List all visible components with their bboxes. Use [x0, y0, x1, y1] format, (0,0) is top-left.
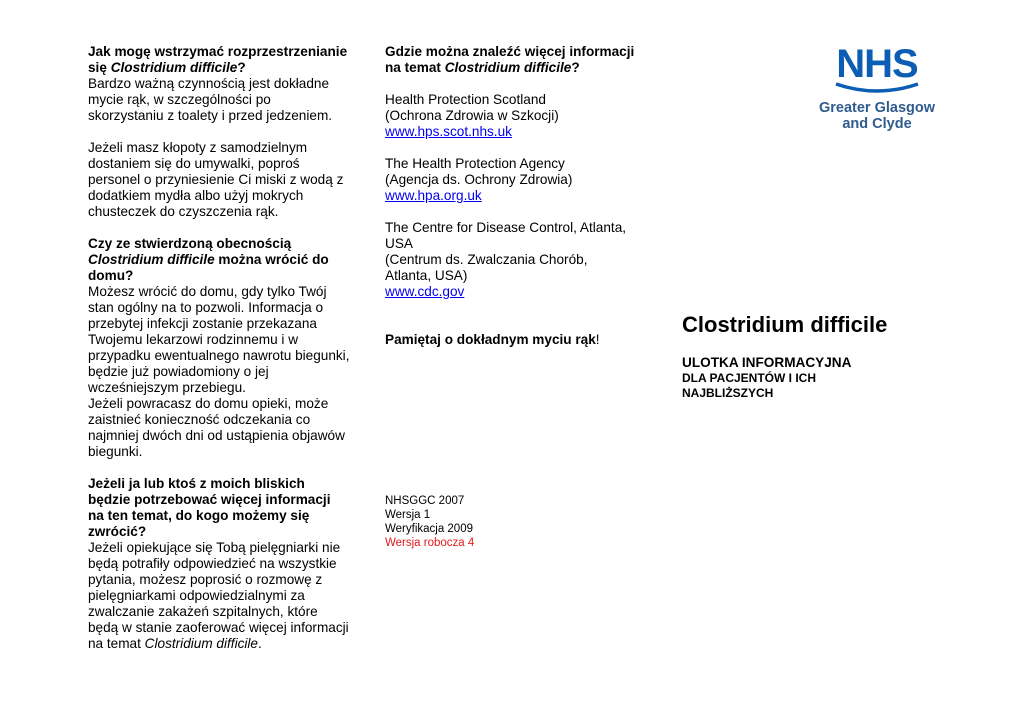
nhs-board-name [812, 100, 942, 132]
link-cdc[interactable]: www.cdc.gov [385, 284, 465, 299]
nhs-logo [812, 44, 942, 134]
question-italic: Clostridium difficile [444, 60, 572, 75]
org-cdc [385, 220, 635, 300]
column-middle [385, 44, 635, 348]
version-org-year: NHSGGC 2007 [385, 495, 465, 507]
org-name: The Centre for Disease Control, Atlanta, USA [385, 220, 627, 251]
subtitle-line1: ULOTKA INFORMACYJNA [682, 355, 852, 370]
question-return-home [88, 236, 350, 284]
org-name-pl: (Ochrona Zdrowia w Szkocji) [385, 108, 559, 123]
org-name: The Health Protection Agency [385, 156, 565, 171]
question-more-info-contact: Jeżeli ja lub ktoś z moich bliskich będzie potrzebować więcej informacji na ten temat, do kogo możemy się zwrócić? [88, 476, 331, 539]
question-mark: ? [571, 60, 580, 75]
answer-end: . [257, 636, 262, 651]
version-review: Weryfikacja 2009 [385, 523, 473, 535]
question-text-end: można wrócić do domu? [88, 252, 329, 283]
answer-return-home: Możesz wrócić do domu, gdy tylko Twój stan ogólny na to pozwoli. Informacja o przebytej infekcji zostanie przekazana Twojemu lekarzowi rodzinnemu i w przypadku ewentualnego nawrotu biegunki, będzie już powiadomiony o jej wcześniejszym przebiegu. [88, 284, 350, 395]
answer-text: Jeżeli opiekujące się Tobą pielęgniarki nie będą potrafiły odpowiedzieć na wszystkie pytania, możesz poprosić o rozmowę z pielęgniarkami odpowiedzialnymi za zwalczanie zakażeń szpitalnych, które będą w stanie zaoferować więcej informacji na temat [88, 540, 349, 651]
reminder-end: ! [595, 332, 600, 347]
column-left [88, 44, 350, 652]
link-hpa[interactable]: www.hpa.org.uk [385, 188, 482, 203]
version-info [385, 494, 585, 550]
leaflet-subtitle [682, 355, 982, 400]
leaflet-title: Clostridium difficile [682, 312, 888, 337]
nhs-logo-swoosh-icon [834, 80, 920, 96]
answer-more-info-contact [88, 540, 350, 652]
answer-care-home: Jeżeli powracasz do domu opieki, może zaistnieć konieczność odczekania co najmniej dwóch dni od ustąpienia objawów biegunki. [88, 396, 345, 459]
answer-italic: Clostridium difficile [144, 636, 258, 651]
answer-handwashing: Bardzo ważną czynnością jest dokładne mycie rąk, w szczególności po skorzystaniu z toalety i przed jedzeniem. [88, 76, 333, 123]
question-italic: Clostridium difficile [88, 252, 215, 267]
version-number: Wersja 1 [385, 509, 431, 521]
question-text: Gdzie można znaleźć więcej informacji na temat [385, 44, 635, 75]
question-text: Jak mogę wstrzymać rozprzestrzenianie się [88, 44, 348, 75]
org-name-pl: (Centrum ds. Zwalczania Chorób, Atlanta, USA) [385, 252, 588, 283]
reminder-bold: Pamiętaj o dokładnym myciu rąk [385, 332, 596, 347]
board-name-line1: Greater Glasgow [818, 100, 936, 116]
question-text: Czy ze stwierdzoną obecnością [88, 236, 292, 251]
question-mark: ? [237, 60, 246, 75]
org-name: Health Protection Scotland [385, 92, 546, 107]
org-hps [385, 92, 635, 140]
answer-washbasin: Jeżeli masz kłopoty z samodzielnym dostaniem się do umywalki, poproś personel o przyniesienie Ci miski z wodą z dodatkiem mydła albo użyj mokrych chusteczek do czyszczenia rąk. [88, 140, 344, 219]
subtitle-line2: DLA PACJENTÓW I ICH [682, 371, 816, 385]
link-hps[interactable]: www.hps.scot.nhs.uk [385, 124, 512, 139]
question-where-more-info [385, 44, 635, 76]
handwashing-reminder [385, 332, 635, 348]
version-draft: Wersja robocza 4 [385, 537, 475, 549]
nhs-logo-text: NHS [836, 42, 918, 86]
question-stop-spread [88, 44, 350, 76]
subtitle-line3: NAJBLIŻSZYCH [682, 385, 774, 400]
org-name-pl: (Agencja ds. Ochrony Zdrowia) [385, 172, 573, 187]
question-italic: Clostridium difficile [110, 60, 238, 75]
org-hpa [385, 156, 635, 204]
board-name-line2: and Clyde [842, 116, 912, 132]
